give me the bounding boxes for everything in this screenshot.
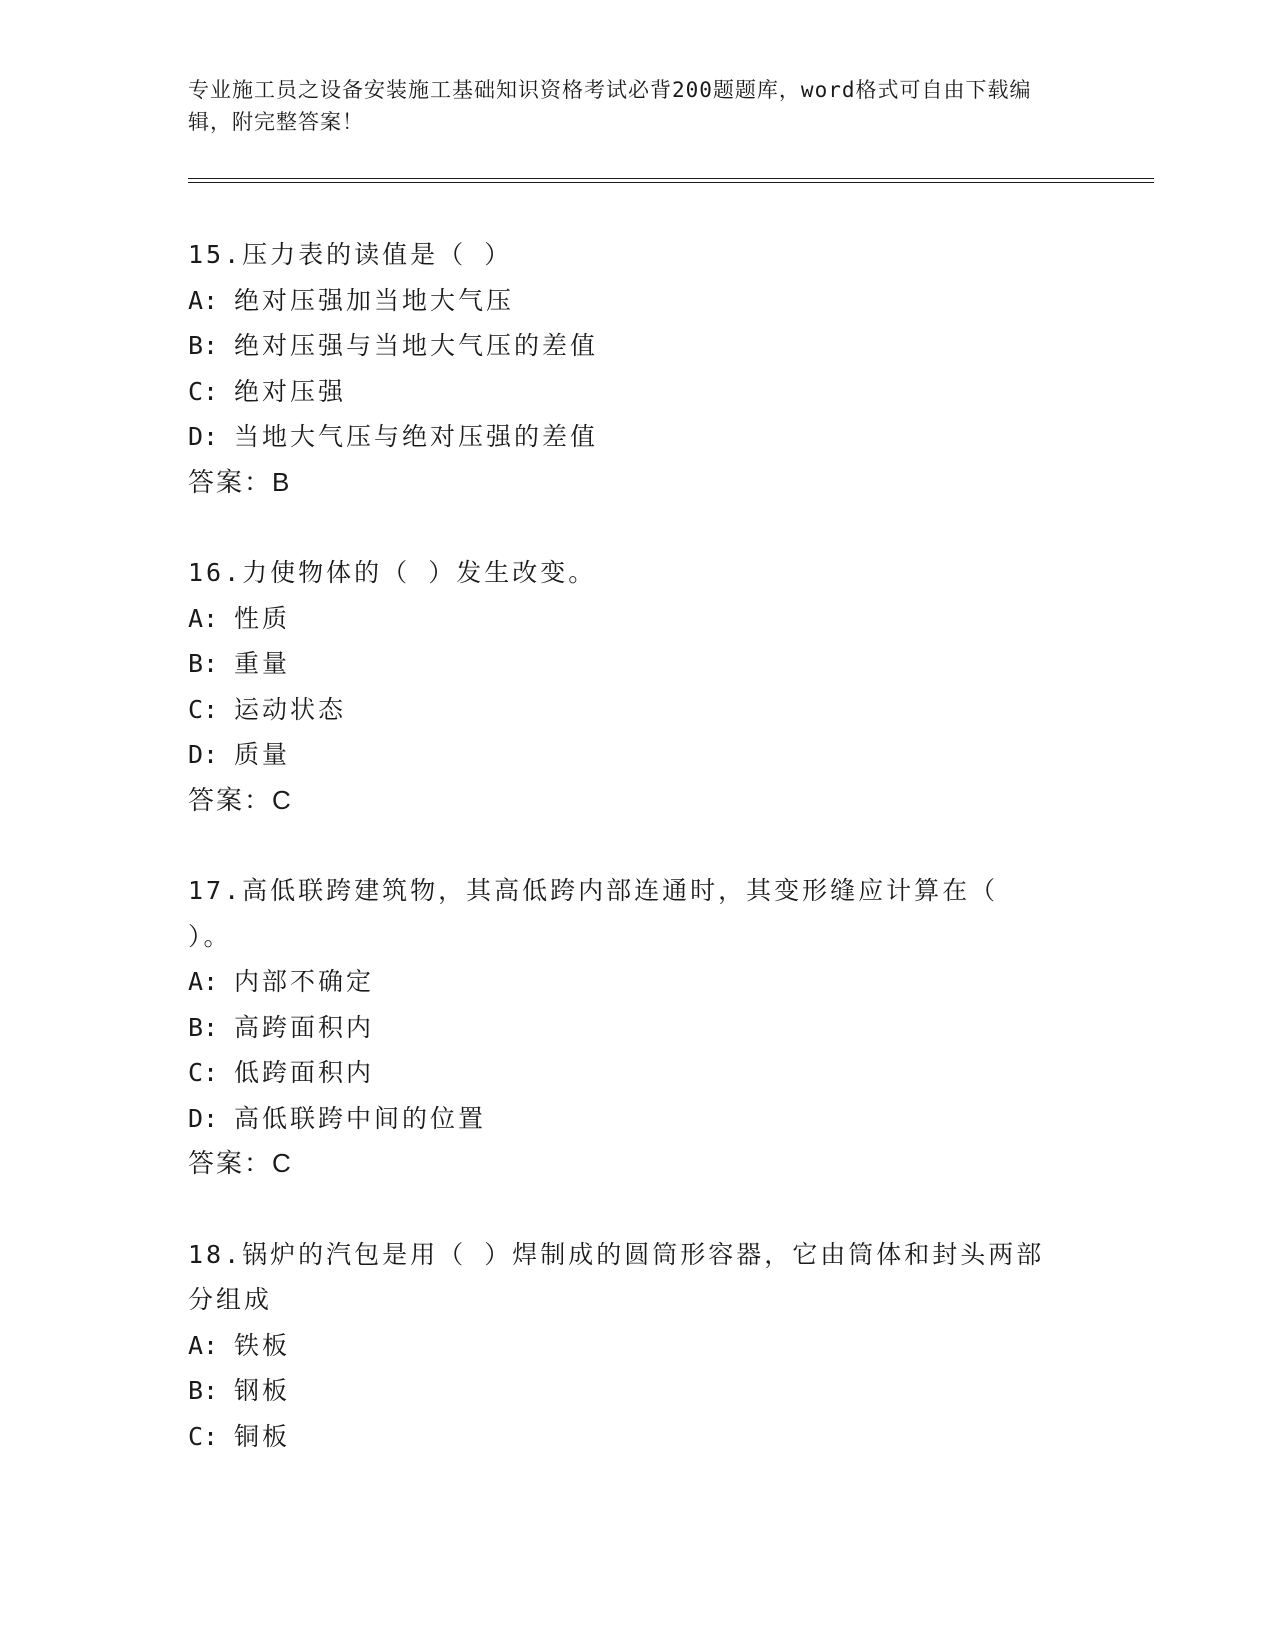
- question-18: [188, 1232, 1088, 1460]
- option-prefix: D:: [188, 740, 219, 769]
- question-15: [188, 232, 1088, 505]
- option-a: [188, 1323, 1088, 1369]
- question-stem: 15.压力表的读值是（ ）: [188, 240, 513, 269]
- option-prefix: B:: [188, 331, 219, 360]
- option-prefix: A:: [188, 603, 219, 633]
- option-a: [188, 278, 1088, 324]
- option-d: [188, 1096, 1088, 1142]
- option-text: 绝对压强加当地大气压: [234, 285, 515, 315]
- option-text: 铁板: [234, 1330, 291, 1360]
- option-text: 铜板: [234, 1421, 291, 1451]
- option-c: [188, 1050, 1088, 1096]
- option-d: [188, 732, 1088, 778]
- option-d: [188, 414, 1088, 460]
- option-text: 性质: [234, 603, 291, 633]
- option-text: 内部不确定: [234, 967, 375, 996]
- option-prefix: D:: [188, 1103, 219, 1133]
- question-stem: 16.力使物体的（ ）发生改变。: [188, 558, 597, 587]
- option-text: 低跨面积内: [234, 1058, 375, 1087]
- answer-line: 答案：B: [188, 466, 292, 497]
- document-header-title: 专业施工员之设备安装施工基础知识资格考试必背200题题库，word格式可自由下载编辑，附完整答案！: [188, 78, 1032, 134]
- option-text: 重量: [234, 649, 291, 678]
- option-prefix: C:: [188, 1421, 219, 1451]
- option-c: [188, 369, 1088, 415]
- option-a: [188, 596, 1088, 642]
- option-prefix: A:: [188, 1330, 219, 1360]
- option-text: 运动状态: [234, 694, 347, 724]
- option-prefix: B:: [188, 1376, 219, 1405]
- answer-line: 答案：C: [188, 1148, 293, 1178]
- question-16: [188, 550, 1088, 823]
- option-text: 绝对压强: [234, 376, 347, 406]
- option-text: 高跨面积内: [234, 1012, 375, 1042]
- option-b: [188, 323, 1088, 369]
- option-prefix: C:: [188, 1058, 219, 1087]
- option-prefix: B:: [188, 1012, 219, 1042]
- option-c: [188, 1414, 1088, 1460]
- option-b: [188, 641, 1088, 687]
- option-b: [188, 1005, 1088, 1051]
- option-text: 高低联跨中间的位置: [234, 1103, 487, 1133]
- option-text: 质量: [234, 740, 291, 769]
- option-c: [188, 687, 1088, 733]
- option-text: 钢板: [234, 1376, 291, 1405]
- question-stem: 17.高低联跨建筑物，其高低跨内部连通时，其变形缝应计算在（ ）。: [188, 876, 999, 951]
- option-prefix: A:: [188, 285, 219, 315]
- header-double-rule: [188, 178, 1154, 183]
- option-prefix: D:: [188, 422, 219, 451]
- option-prefix: A:: [188, 967, 219, 996]
- question-17: [188, 868, 1088, 1187]
- option-prefix: C:: [188, 694, 219, 724]
- option-b: [188, 1368, 1088, 1414]
- question-list: [188, 232, 1088, 1504]
- question-stem: 18.锅炉的汽包是用（ ）焊制成的圆筒形容器，它由筒体和封头两部分组成: [188, 1239, 1045, 1314]
- option-a: [188, 959, 1088, 1005]
- option-text: 绝对压强与当地大气压的差值: [234, 331, 599, 360]
- answer-line: 答案：C: [188, 784, 293, 815]
- option-prefix: C:: [188, 376, 219, 406]
- option-text: 当地大气压与绝对压强的差值: [234, 422, 599, 451]
- option-prefix: B:: [188, 649, 219, 678]
